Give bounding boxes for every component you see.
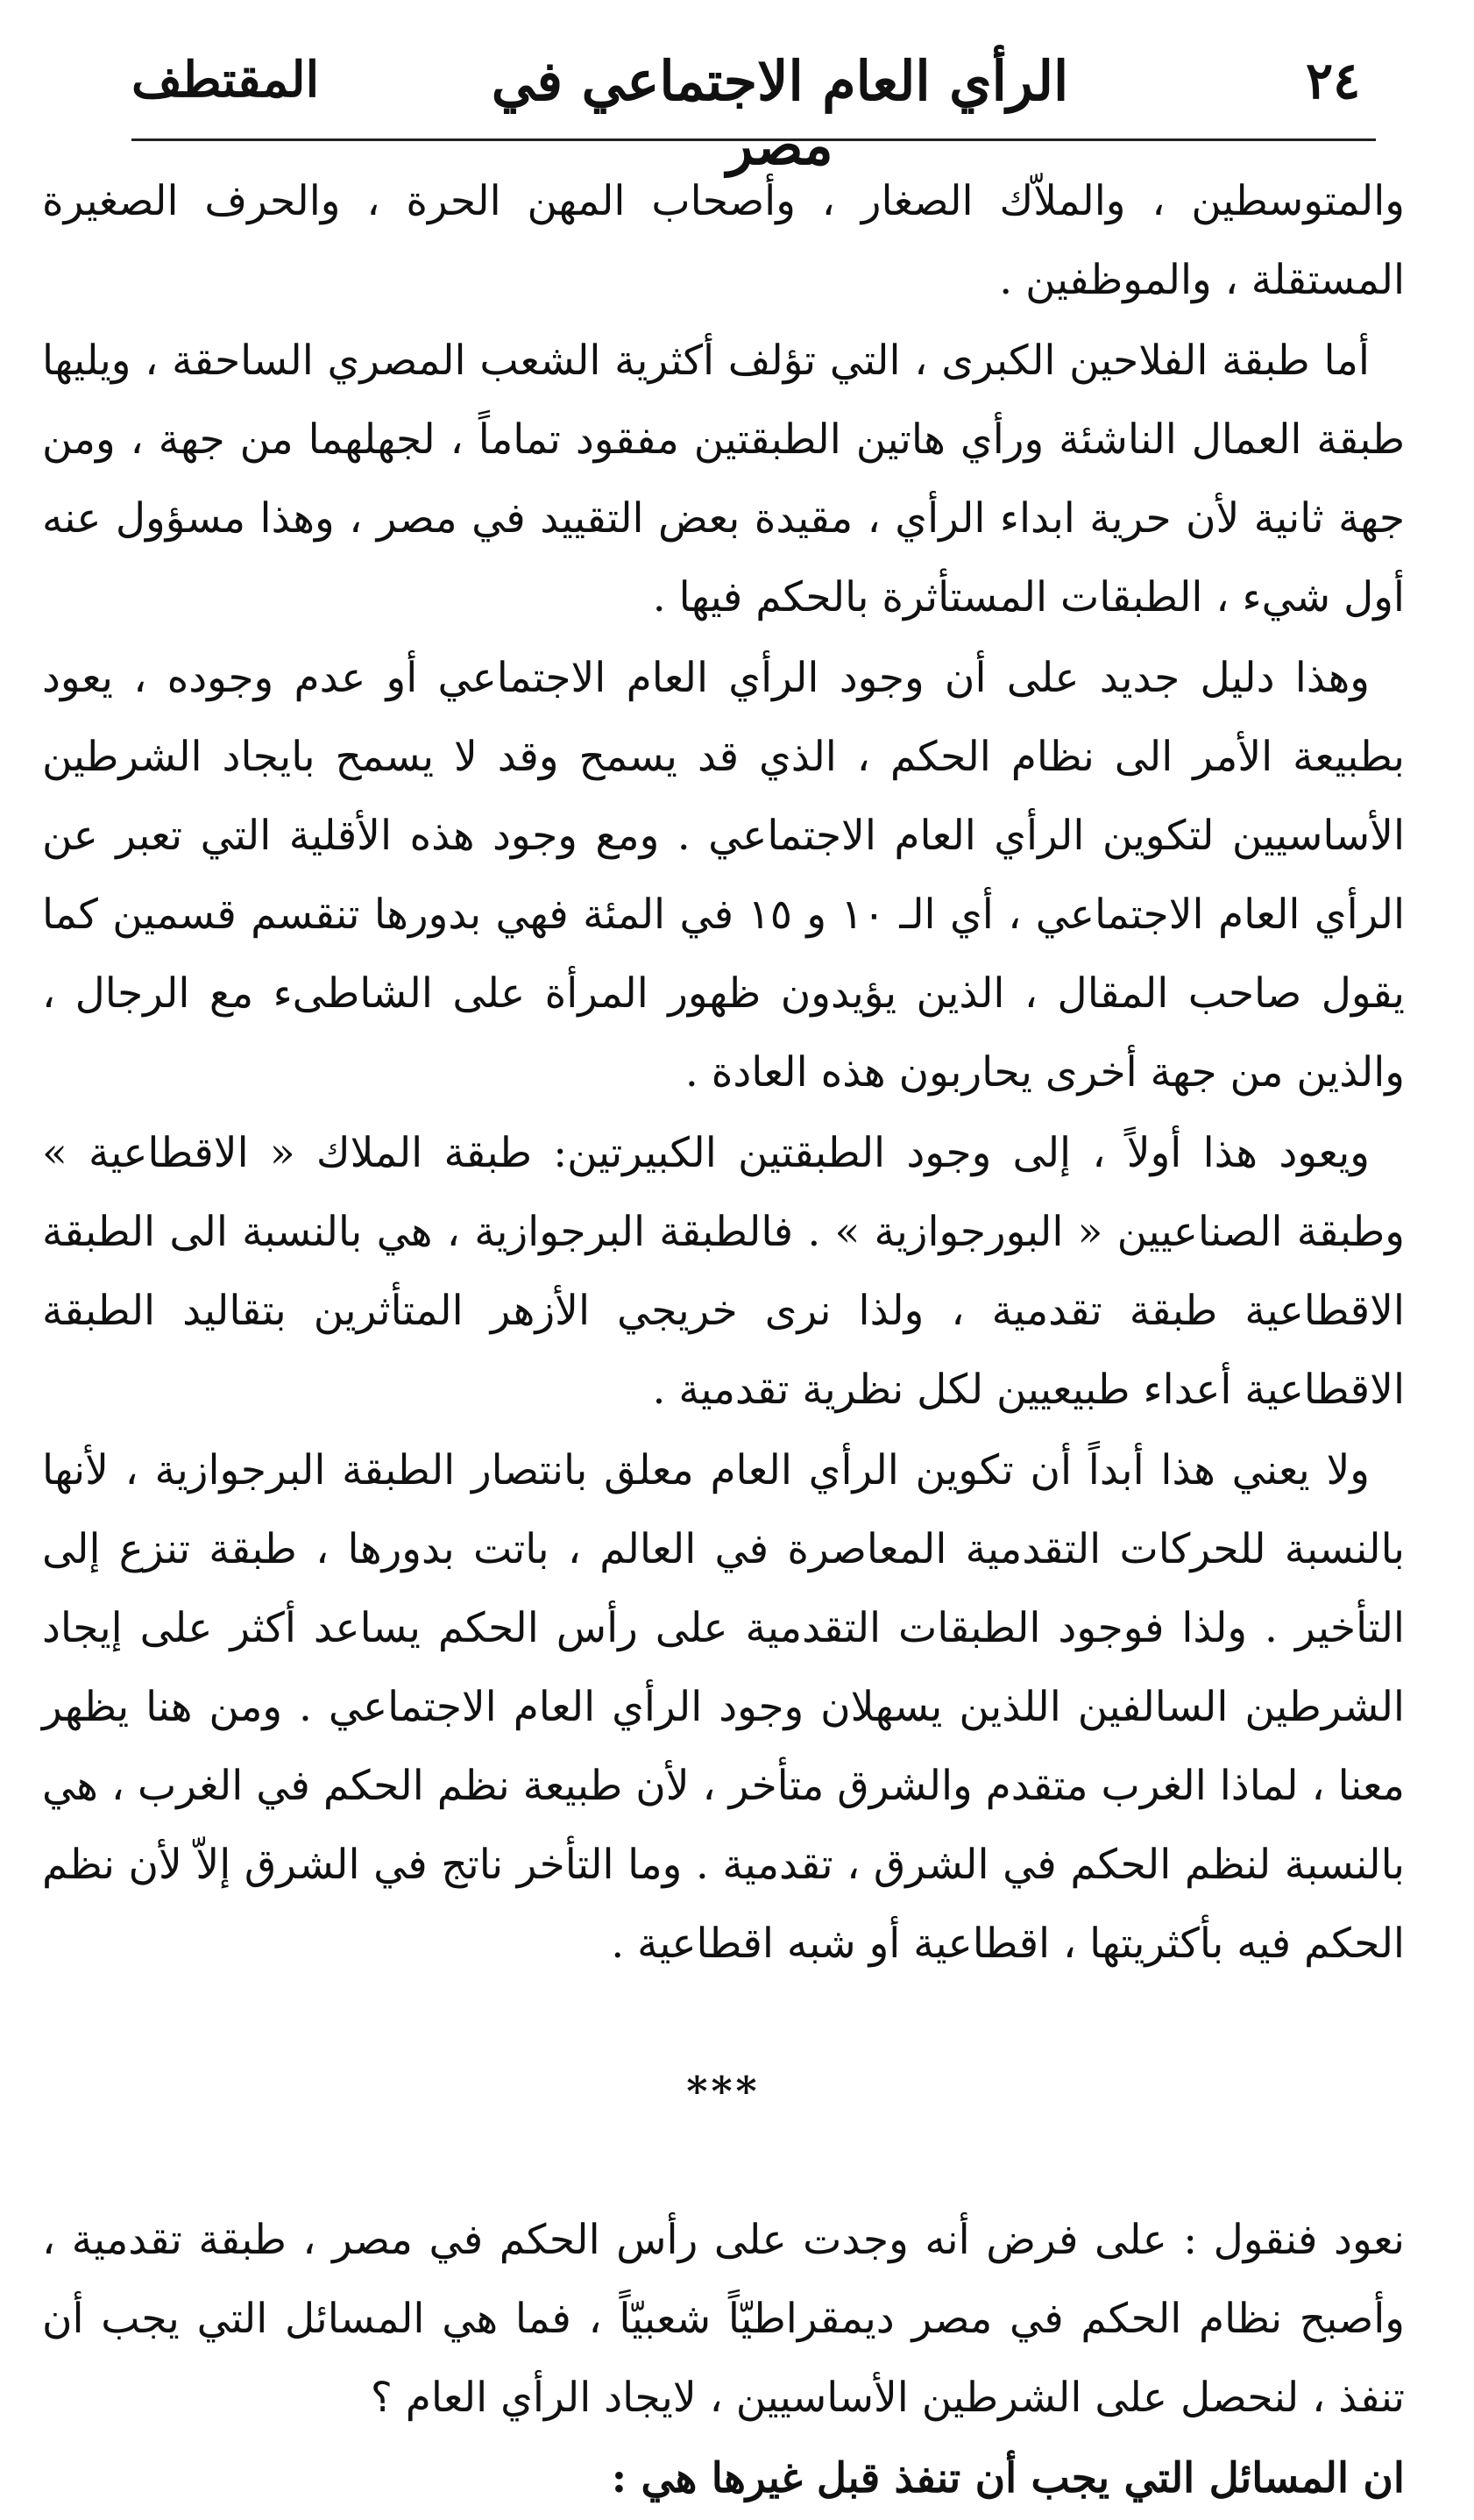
journal-name: المقتطف — [131, 51, 320, 109]
paragraph: ويعود هذا أولاً ، إلى وجود الطبقتين الكبيرتين: طبقة الملاك « الاقطاعية » وطبقة الصناعيين « البورجوازية » . فالطبقة البرجوازية ، هي بالنسبة الى الطبقة الاقطاعية طبقة تقدمية ، ولذا نرى خريجي الأزهر المتأثرين بتقاليد الطبقة الاقطاعية أعداء طبيعيين لكل نظرية تقدمية . — [42, 1129, 1405, 1414]
page-number: ٢٤ — [1306, 51, 1361, 110]
paragraph: ولا يعني هذا أبداً أن تكوين الرأي العام معلق بانتصار الطبقة البرجوازية ، لأنها بالنسبة للحركات التقدمية المعاصرة في العالم ، باتت بدورها ، طبقة تنزع إلى التأخير . ولذا فوجود الطبقات التقدمية على رأس الحكم يساعد أكثر على إيجاد الشرطين السالفين اللذين يسهلان وجود الرأي العام الاجتماعي . ومن هنا يظهر معنا ، لماذا الغرب متقدم والشرق متأخر ، لأن طبيعة نظم الحكم في الغرب ، هي بالنسبة لنظم الحكم في الشرق ، تقدمية . وما التأخر ناتج في الشرق إلاّ لأن نظم الحكم فيه بأكثريتها ، اقطاعية أو شبه اقطاعية . — [42, 1446, 1405, 1968]
page-header — [131, 42, 1376, 177]
header-rule — [131, 138, 1376, 141]
paragraph: أما طبقة الفلاحين الكبرى ، التي تؤلف أكثرية الشعب المصري الساحقة ، ويليها طبقة العمال الناشئة ورأي هاتين الطبقتين مفقود تماماً ، لجهلهما من جهة ، ومن جهة ثانية لأن حرية ابداء الرأي ، مقيدة بعض التقييد في مصر ، وهذا مسؤول عنه أول شيء ، الطبقات المستأثرة بالحكم فيها . — [42, 337, 1405, 621]
section-separator: *** — [686, 2068, 761, 2115]
paragraph: والمتوسطين ، والملاّك الصغار ، وأصحاب المهن الحرة ، والحرف الصغيرة المستقلة ، والموظفين . — [42, 177, 1405, 304]
running-title: الرأي العام الاجتماعي في مصر — [491, 49, 1069, 177]
article-body — [42, 162, 1405, 2520]
closing-paragraph: نعود فنقول : على فرض أنه وجدت على رأس الحكم في مصر ، طبقة تقدمية ، وأصبح نظام الحكم في مصر ديمقراطيّاً شعبيّاً ، فما هي المسائل التي يجب أن تنفذ ، لنحصل على الشرطين الأساسيين ، لايجاد الرأي العام ؟ — [42, 2216, 1405, 2422]
final-line: ان المسائل التي يجب أن تنفذ قبل غيرها هي : — [611, 2454, 1405, 2502]
paragraph: وهذا دليل جديد على أن وجود الرأي العام الاجتماعي أو عدم وجوده ، يعود بطبيعة الأمر الى نظام الحكم ، الذي قد يسمح وقد لا يسمح بايجاد الشرطين الأساسيين لتكوين الرأي العام الاجتماعي . ومع وجود هذه الأقلية التي تعبر عن الرأي العام الاجتماعي ، أي الـ ١٠ و ١٥ في المئة فهي بدورها تنقسم قسمين كما يقول صاحب المقال ، الذين يؤيدون ظهور المرأة على الشاطىء مع الرجال ، والذين من جهة أخرى يحاربون هذه العادة . — [42, 654, 1405, 1097]
